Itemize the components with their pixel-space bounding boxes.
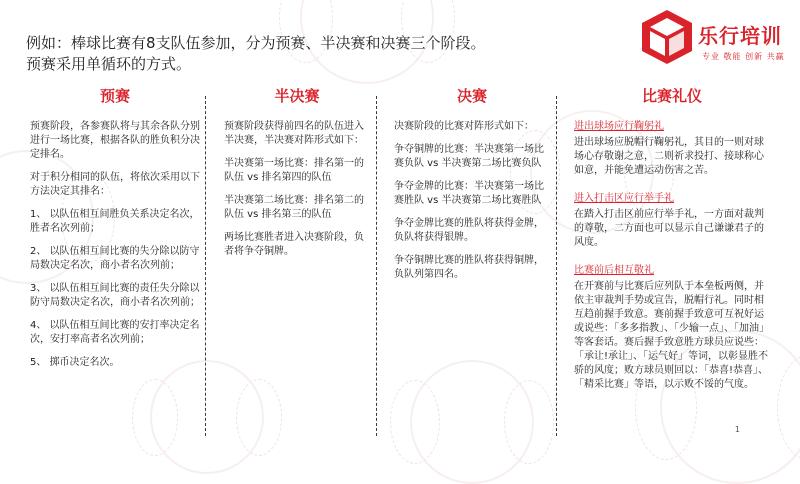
final-match: 争夺金牌的比赛：半决赛第一场比赛胜队 vs 半决赛第二场比赛胜队 [394,181,544,206]
etiquette-heading: 比赛礼仪 [641,87,702,105]
final-body [394,120,550,282]
prelim-column [30,84,200,440]
semi-column [224,84,370,440]
prelim-rule: 5、 掷币决定名次。 [30,357,120,368]
semi-paragraph: 预赛阶段获得前四名的队伍进入半决赛，半决赛对阵形式如下： [224,121,364,146]
page-number: 1 [734,425,740,434]
final-match: 争夺铜牌的比赛：半决赛第一场比赛负队 vs 半决赛第二场比赛负队 [394,144,544,169]
prelim-rule: 4、 以队伍相互间比赛的安打率决定名次，安打率高者名次列前； [30,320,200,345]
final-heading: 决赛 [456,87,487,105]
prelim-paragraph: 对于积分相同的队伍，将依次采用以下方法决定其排名： [30,172,200,197]
intro-line-1: 例如：棒球比赛有8支队伍参加，分为预赛、半决赛和决赛三个阶段。 [26,34,486,52]
semi-heading: 半决赛 [274,87,320,105]
prelim-heading: 预赛 [99,87,130,105]
etiquette-section-body: 在开赛前与比赛后应列队于本垒板两侧，并依主审裁判手势或宣告，脱帽行礼。同时相互趋前握手致意。赛前握手致意可互祝好运或说些：「多多指教」、「少输一点」、「加油」等客套话。赛后握手致意胜方球员应说些：「承让!承让」、「运气好」等词，以彰显胜不骄的风度；败方球员则回以：「恭喜!恭喜」、「精采比赛」等语，以示败不馁的气度。 [574,281,769,390]
brand-logo [640,6,798,76]
final-column [394,84,550,440]
prelim-paragraph: 预赛阶段，各参赛队将与其余各队分别进行一场比赛，根据各队的胜负积分决定排名。 [30,121,200,160]
prelim-rule: 1、 以队伍相互间胜负关系决定名次，胜者名次列前； [30,209,200,234]
final-paragraph: 争夺铜牌比赛的胜队将获得铜牌，负队列第四名。 [394,255,544,280]
semi-match: 半决赛第一场比赛：排名第一的队伍 vs 排名第四的队伍 [224,158,364,183]
intro-line-2: 预赛采用单循环的方式。 [26,55,192,73]
etiquette-section-title: 进入打击区应行举手礼 [574,193,674,204]
intro-text [26,33,626,75]
etiquette-section-title: 比赛前后相互敬礼 [574,265,654,276]
prelim-rule: 3、 以队伍相互间比赛的责任失分除以防守局数决定名次，商小者名次列前； [30,283,200,308]
etiquette-body [574,120,770,392]
logo-title: 乐行培训 [698,24,782,48]
final-paragraph: 决赛阶段的比赛对阵形式如下： [394,121,534,132]
prelim-rule: 2、 以队伍相互间比赛的失分除以防守局数决定名次，商小者名次列前； [30,246,200,271]
etiquette-section-body: 进出球场应脱帽行鞠躬礼，其目的一则对球场心存敬谢之意，二则祈求投打、接球称心如意，并能免遭运动伤害之苦。 [574,137,764,176]
final-paragraph: 争夺金牌比赛的胜队将获得金牌，负队将获得银牌。 [394,218,544,243]
etiquette-column [574,84,770,440]
column-divider [556,96,557,436]
column-divider [376,96,377,436]
logo-slogan: 专业 敬能 创新 共赢 [702,52,785,61]
etiquette-section-body: 在踏入打击区前应行举手礼，一方面对裁判的尊敬，二方面也可以显示自己谦谦君子的风度。 [574,209,764,248]
semi-match: 半决赛第二场比赛：排名第二的队伍 vs 排名第三的队伍 [224,195,364,220]
prelim-body [30,120,200,370]
column-divider [205,96,206,436]
cube-logo-icon [640,8,694,66]
semi-body [224,120,370,259]
semi-paragraph: 两场比赛胜者进入决赛阶段，负者将争夺铜牌。 [224,232,364,257]
etiquette-section-title: 进出球场应行鞠躬礼 [574,121,664,132]
